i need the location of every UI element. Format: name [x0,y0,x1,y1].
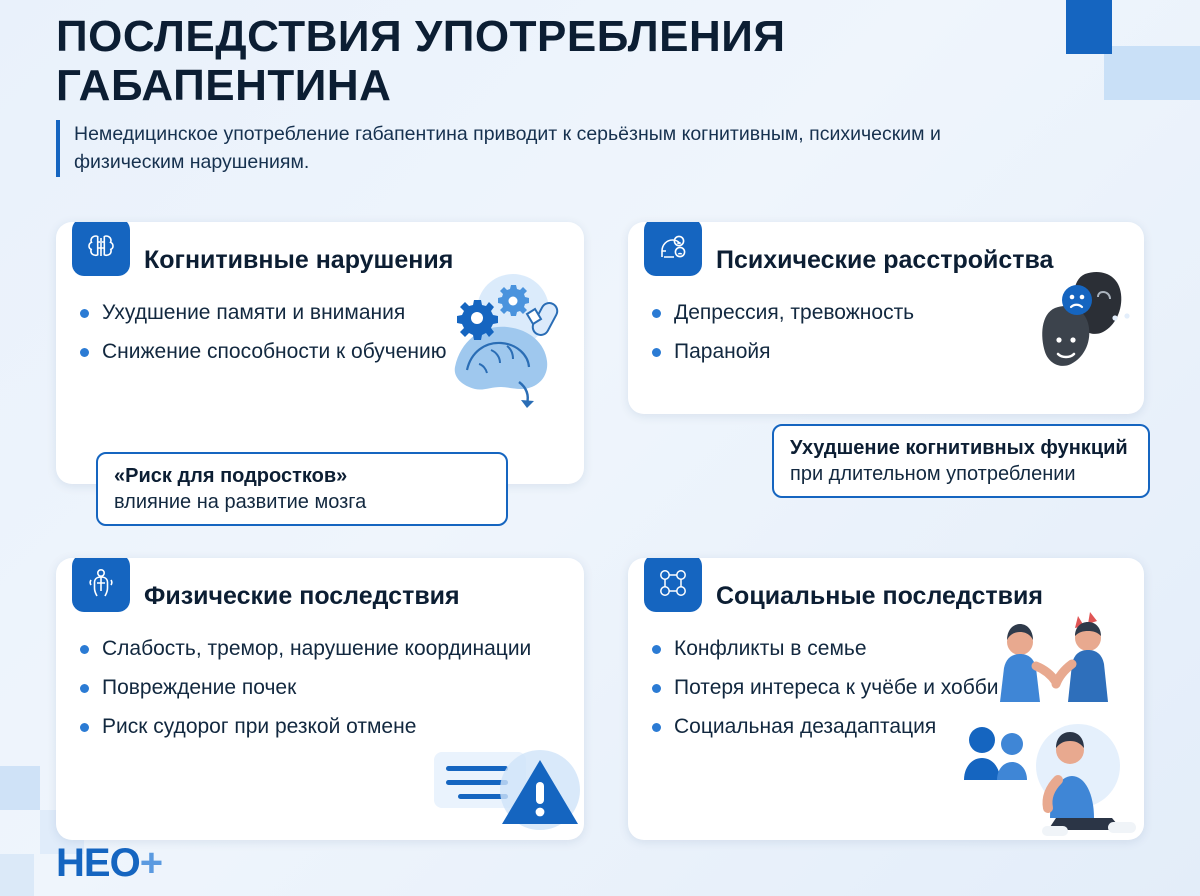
decor-square-top-right-light [1104,46,1200,100]
theatre-masks-illustration [1025,262,1165,392]
brand-logo-plus: + [139,841,163,885]
list-item: Конфликты в семье [650,636,1126,663]
isolation-illustration [962,718,1152,844]
decor-square-bottom-left-3 [0,854,34,896]
card-social-title: Социальные последствия [716,582,1043,611]
card-physical-header [56,558,584,630]
list-item: Слабость, тремор, нарушение координации [78,636,566,663]
card-cognitive-title: Когнитивные нарушения [144,246,454,275]
callout-teens-risk-rest: влияние на развитие мозга [114,491,367,513]
brain-icon [72,222,130,276]
callout-long-term-strong: Ухудшение когнитивных функций [790,437,1128,459]
list-item: Ухудшение памяти и внимания [78,300,566,327]
callout-teens-risk-strong: «Риск для подростков» [114,465,348,487]
decor-square-bottom-left-1 [0,766,40,810]
page-title: ПОСЛЕДСТВИЯ УПОТРЕБЛЕНИЯ ГАБАПЕНТИНА [56,12,786,111]
list-item: Риск судорог при резкой отмене [78,714,566,741]
callout-long-term-rest: при длительном употреблении [790,463,1076,485]
card-mental-title: Психические расстройства [716,246,1054,275]
callout-teens-risk [96,452,508,526]
brain-gears-illustration [415,272,595,422]
body-icon [72,558,130,612]
network-people-icon [644,558,702,612]
list-item: Потеря интереса к учёбе и хобби [650,675,1126,702]
list-item: Паранойя [650,339,1126,366]
list-item: Социальная дезадаптация [650,714,1126,741]
page-subtitle: Немедицинское употребление габапентина приводит к серьёзным когнитивным, психическим и физическим нарушениям. [74,123,941,174]
brand-logo [56,841,162,886]
brand-logo-text: НЕО [56,841,140,885]
subtitle-block [56,120,1016,177]
list-item: Повреждение почек [78,675,566,702]
callout-long-term [772,424,1150,498]
list-item: Снижение способности к обучению [78,339,566,366]
head-emotions-icon [644,222,702,276]
decor-square-top-right-dark [1066,0,1112,54]
list-item: Депрессия, тревожность [650,300,1126,327]
warning-alert-illustration [432,742,592,842]
card-physical-title: Физические последствия [144,582,460,611]
